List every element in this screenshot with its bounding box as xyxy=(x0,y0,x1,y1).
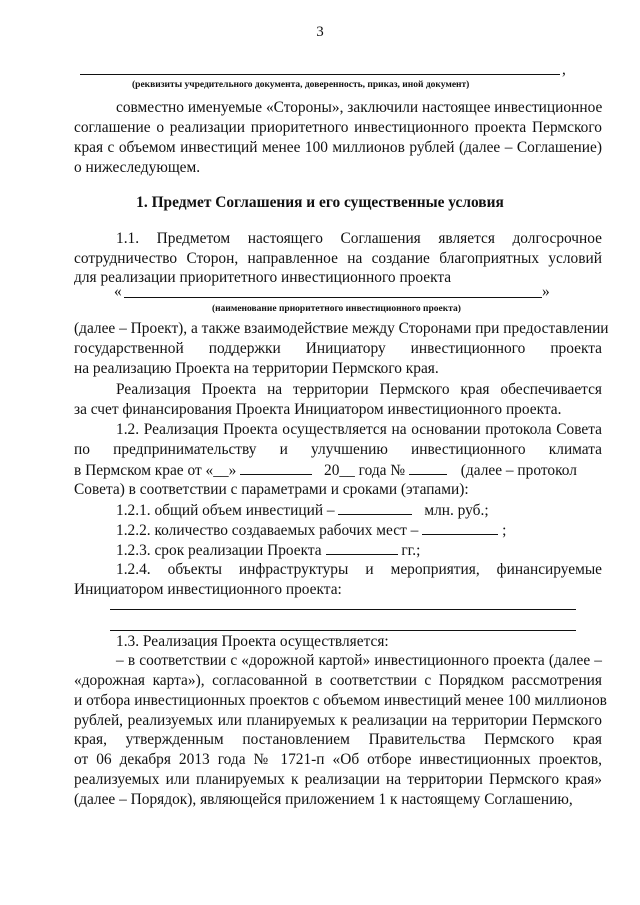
p13-line-8: (далее – Порядок), являющейся приложением 1 к настоящему Соглашению, xyxy=(74,791,573,808)
infrastructure-blank-line-2 xyxy=(110,630,576,631)
p13-title: 1.3. Реализация Проекта осуществляется: xyxy=(116,633,389,650)
p11-line-2: сотрудничество Сторон, направленное на создание благоприятных условий xyxy=(74,250,602,267)
p11-line-1: 1.1. Предметом настоящего Соглашения является долгосрочное xyxy=(116,230,602,247)
project-quote-open: « xyxy=(114,283,122,300)
p11-cont-line-2: государственной поддержки Инициатору инвестиционного проекта xyxy=(74,340,602,357)
project-name-caption: (наименование приоритетного инвестиционного проекта) xyxy=(212,304,461,314)
p123-line xyxy=(116,540,420,560)
p122-label: 1.2.2. количество создаваемых рабочих мест – xyxy=(116,522,419,539)
p123-suffix: гг.; xyxy=(401,542,421,559)
intro-line-2: соглашение о реализации приоритетного инвестиционного проекта Пермского xyxy=(74,119,602,136)
p123-label: 1.2.3. срок реализации Проекта xyxy=(116,542,322,559)
p13-line-3: и отбора инвестиционных проектов с объемом инвестиций менее 100 миллионов xyxy=(74,692,607,709)
intro-line-4: о нижеследующем. xyxy=(74,159,201,176)
p13-line-7: реализуемых или планируемых к реализации на территории Пермского края» xyxy=(74,771,602,788)
p13-line-5: края, утвержденным постановлением Правительства Пермского края xyxy=(74,731,602,748)
p12-last-line: Совета) в соответствии с параметрами и сроками (этапами): xyxy=(74,481,469,498)
p12-date-suffix: (далее – протокол xyxy=(460,462,577,479)
project-quote-close: » xyxy=(542,283,550,300)
intro-line-1: совместно именуемые «Стороны», заключили настоящее инвестиционное xyxy=(116,99,603,116)
p124-line-2: Инициатором инвестиционного проекта: xyxy=(74,581,342,598)
project-name-blank-line xyxy=(124,297,542,298)
project-term-blank xyxy=(326,540,398,555)
p13-line-6: от 06 декабря 2013 года № 1721-п «Об отборе инвестиционных проектов, xyxy=(74,751,602,768)
p121-unit: млн. руб.; xyxy=(424,502,489,519)
p12-line-2: по предпринимательству и улучшению инвестиционного климата xyxy=(74,441,602,458)
p12-year-label: 20__ года № xyxy=(324,462,406,479)
investment-volume-blank xyxy=(338,500,412,515)
p122-line xyxy=(116,520,506,540)
p11-cont-line-1: (далее – Проект), а также взаимодействие между Сторонами при предоставлении xyxy=(74,320,609,337)
p13-line-1: – в соответствии с «дорожной картой» инвестиционного проекта (далее – xyxy=(116,652,602,669)
p12-date-line xyxy=(74,460,577,480)
finance-line-2: за счет финансирования Проекта Инициатором инвестиционного проекта. xyxy=(74,401,562,418)
p11-cont-line-3: на реализацию Проекта на территории Пермского края. xyxy=(74,360,439,377)
p122-suffix: ; xyxy=(502,522,507,539)
date-month-blank xyxy=(240,460,312,475)
p121-label: 1.2.1. общий объем инвестиций – xyxy=(116,502,335,519)
requisites-blank-line xyxy=(80,74,560,75)
finance-line-1: Реализация Проекта на территории Пермского края обеспечивается xyxy=(116,381,602,398)
jobs-count-blank xyxy=(422,520,498,535)
protocol-number-blank xyxy=(409,460,447,475)
p11-line-3: для реализации приоритетного инвестиционного проекта xyxy=(74,269,452,286)
p13-line-4: рублей, реализуемых или планируемых к реализации на территории Пермского xyxy=(74,712,602,729)
p121-line xyxy=(116,500,489,520)
page-number: 3 xyxy=(316,24,324,40)
p12-date-prefix: в Пермском крае от «__» xyxy=(74,462,237,479)
p124-line-1: 1.2.4. объекты инфраструктуры и мероприятия, финансируемые xyxy=(116,561,602,578)
requisites-trailing-comma: , xyxy=(562,61,566,78)
section-heading: 1. Предмет Соглашения и его существенные условия xyxy=(136,194,504,211)
intro-line-3: края с объемом инвестиций менее 100 миллионов рублей (далее – Соглашение) xyxy=(74,139,602,156)
p12-line-1: 1.2. Реализация Проекта осуществляется на основании протокола Совета xyxy=(116,421,602,438)
p13-line-2: «дорожная карта»), согласованной в соответствии с Порядком рассмотрения xyxy=(74,672,602,689)
infrastructure-blank-line-1 xyxy=(110,609,576,610)
requisites-caption: (реквизиты учредительного документа, доверенность, приказ, иной документ) xyxy=(132,80,470,90)
